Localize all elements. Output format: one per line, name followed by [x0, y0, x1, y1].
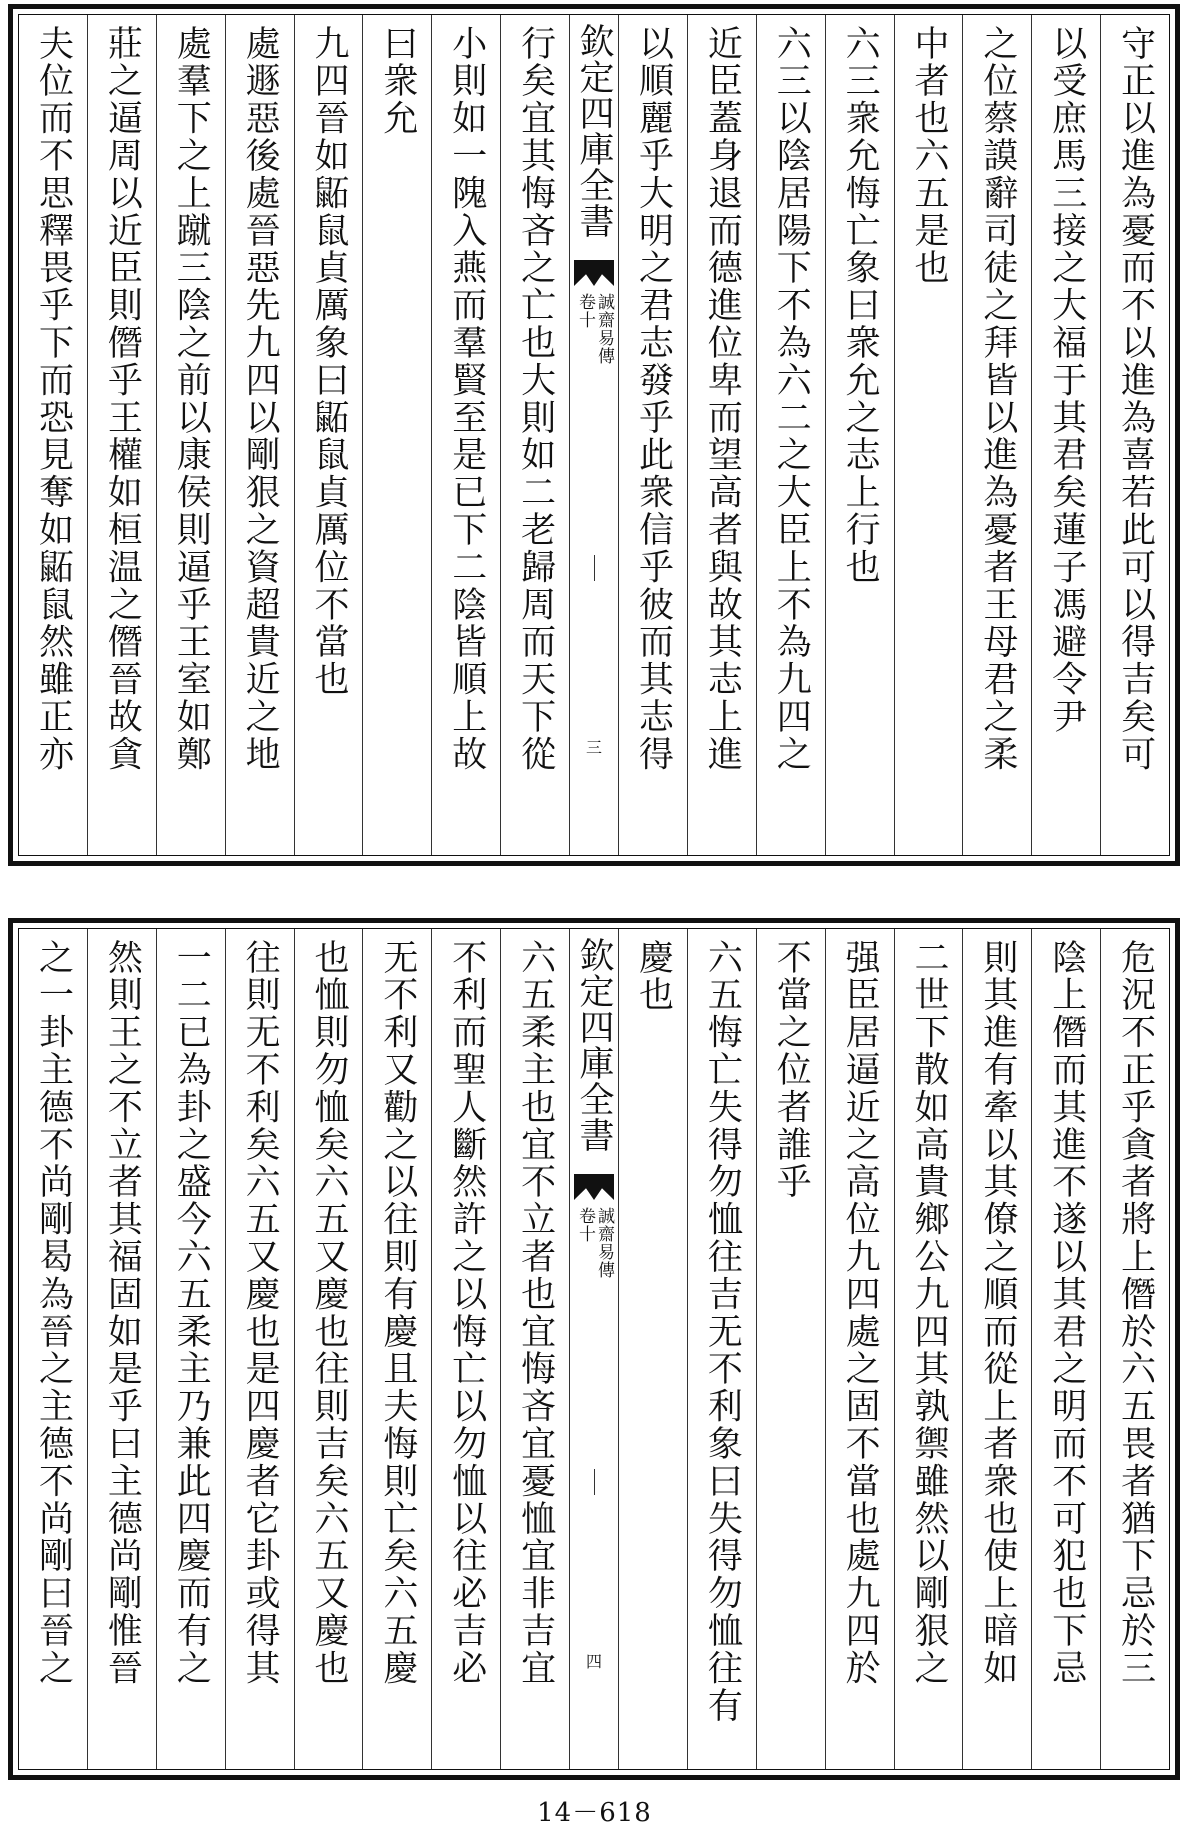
sub-title: 誠齋易傳 [594, 1207, 614, 1279]
text-column: 无不利又勸之以往則有慶且夫悔則亡矣六五慶 [362, 929, 431, 1769]
text-column: 六三以陰居陽下不為六二之大臣上不為九四之 [756, 15, 825, 855]
text-column: 不當之位者誰乎 [756, 929, 825, 1769]
text-column: 一二已為卦之盛今六五柔主乃兼此四慶而有之 [156, 929, 225, 1769]
text-column: 行矣宜其悔吝之亡也大則如二老歸周而天下從 [500, 15, 569, 855]
text-column: 夫位而不思釋畏乎下而恐見奪如鼫鼠然雖正亦 [33, 25, 74, 773]
text-column: 曰衆允 [362, 15, 431, 855]
fold-tick [594, 1469, 595, 1495]
text-column: 然則王之不立者其福固如是乎曰主德尚剛惟晉 [87, 929, 156, 1769]
book-title: 欽定四庫全書 [574, 23, 614, 239]
text-column: 中者也六五是也 [894, 15, 963, 855]
text-column: 往則无不利矣六五又慶也是四慶者它卦或得其 [225, 929, 294, 1769]
text-column: 莊之逼周以近臣則僭乎王權如桓温之僭晉故貪 [87, 15, 156, 855]
sub-title-block [570, 1207, 618, 1337]
text-column: 危況不正乎貪者將上僭於六五畏者猶下忌於三 [1100, 929, 1169, 1769]
text-column: 守正以進為憂而不以進為喜若此可以得吉矣可 [1100, 15, 1169, 855]
text-column: 慶也 [618, 929, 687, 1769]
text-column: 强臣居逼近之高位九四處之固不當也處九四於 [825, 929, 894, 1769]
text-column: 六五悔亡失得勿恤往吉无不利象曰失得勿恤往有 [687, 929, 756, 1769]
sub-title-block [570, 293, 618, 423]
text-column: 六五柔主也宜不立者也宜悔吝宜憂恤宜非吉宜 [500, 929, 569, 1769]
text-columns [19, 15, 1169, 855]
text-columns [19, 929, 1169, 1769]
page-top [8, 4, 1180, 866]
volume-label: 卷十 [575, 1207, 595, 1243]
page-number: 三 [585, 738, 602, 757]
page-bottom [8, 918, 1180, 1780]
page-frame [18, 14, 1170, 856]
text-column: 陰上僭而其進不遂以其君之明而不可犯也下忌 [1031, 929, 1100, 1769]
fish-tail-ornament [574, 260, 614, 286]
center-fold [569, 929, 618, 1769]
text-column: 九四晉如鼫鼠貞厲象曰鼫鼠貞厲位不當也 [294, 15, 363, 855]
book-title: 欽定四庫全書 [574, 937, 614, 1153]
page-number: 四 [585, 1652, 602, 1671]
fold-tick [594, 555, 595, 581]
center-fold [569, 15, 618, 855]
footer-page-ref: 14－618 [537, 1798, 652, 1828]
text-column: 也恤則勿恤矣六五又慶也往則吉矣六五又慶也 [294, 929, 363, 1769]
text-column: 不利而聖人斷然許之以悔亡以勿恤以往必吉必 [431, 929, 500, 1769]
text-column: 二世下散如高貴鄉公九四其孰禦雖然以剛狠之 [894, 929, 963, 1769]
page-frame [18, 928, 1170, 1770]
sub-title: 誠齋易傳 [594, 293, 614, 365]
text-column: 小則如一隗入燕而羣賢至是已下二陰皆順上故 [431, 15, 500, 855]
text-column: 之位蔡謨辭司徒之拜皆以進為憂者王母君之柔 [962, 15, 1031, 855]
volume-label: 卷十 [575, 293, 595, 329]
text-column: 以受庶馬三接之大福于其君矣蓮子馮避令尹 [1031, 15, 1100, 855]
text-column: 處羣下之上蹴三陰之前以康侯則逼乎王室如鄭 [156, 15, 225, 855]
fish-tail-ornament [574, 1174, 614, 1200]
text-column: 之一卦主德不尚剛曷為晉之主德不尚剛曰晉之 [33, 939, 74, 1687]
text-column: 則其進有牽以其僚之順而從上者衆也使上暗如 [962, 929, 1031, 1769]
text-column: 以順麗乎大明之君志發乎此衆信乎彼而其志得 [618, 15, 687, 855]
text-column: 處遯惡後處晉惡先九四以剛狠之資超貴近之地 [225, 15, 294, 855]
text-column: 近臣蓋身退而德進位卑而望高者與故其志上進 [687, 15, 756, 855]
text-column: 六三衆允悔亡象曰衆允之志上行也 [825, 15, 894, 855]
